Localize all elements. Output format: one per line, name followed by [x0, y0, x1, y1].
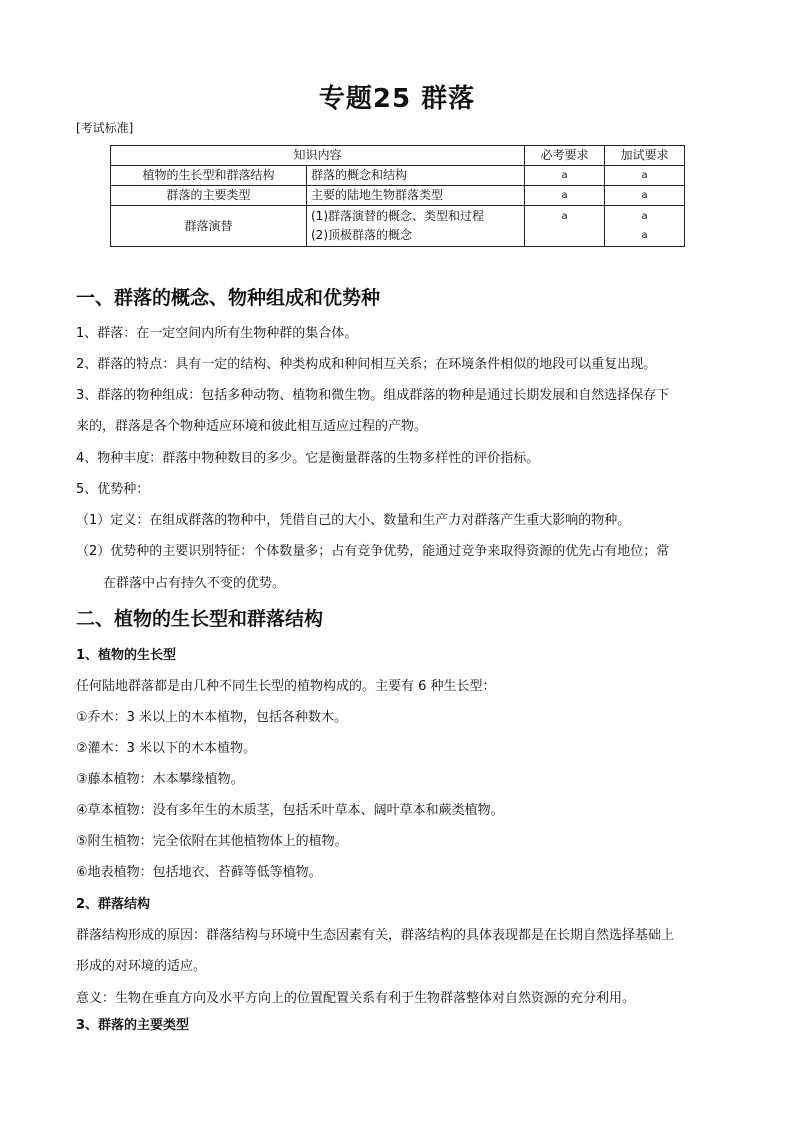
row-extra-1: a	[641, 211, 648, 222]
header-required: 必考要求	[525, 146, 605, 166]
growth-type-item: ①乔木：3 米以上的木本植物，包括各种数木。	[76, 710, 348, 725]
row-required: a	[525, 186, 605, 206]
page-title: 专题25 群落	[318, 84, 476, 114]
row-topic: 群落演替	[111, 206, 307, 247]
section1-p5-1: （1）定义：在组成群落的物种中，凭借自己的大小、数量和生产力对群落产生重大影响的物种。	[76, 513, 631, 528]
row-required: a	[525, 206, 605, 247]
row-required: a	[525, 166, 605, 186]
structure-cause-a: 群落结构形成的原因：群落结构与环境中生态因素有关，群落结构的具体表现都是在长期自然选择基础上	[76, 928, 675, 943]
structure-cause-b: 形成的对环境的适应。	[76, 959, 207, 974]
table-row	[111, 206, 685, 247]
section1-p4: 4、物种丰度：群落中物种数目的多少。它是衡量群落的生物多样性的评价指标。	[76, 451, 540, 466]
section1-p5-2b: 在群落中占有持久不变的优势。	[103, 576, 286, 591]
row-item: 主要的陆地生物群落类型	[307, 186, 525, 206]
section1-heading: 一、群落的概念、物种组成和优势种	[76, 287, 381, 309]
row-extra-2: a	[641, 230, 648, 241]
growth-type-item: ⑥地表植物：包括地衣、苔藓等低等植物。	[76, 865, 322, 880]
structure-meaning: 意义：生物在垂直方向及水平方向上的位置配置关系有利于生物群落整体对自然资源的充分利用。	[76, 991, 636, 1006]
table-row	[111, 166, 685, 186]
row-item: 群落的概念和结构	[307, 166, 525, 186]
section1-p5-2a: （2）优势种的主要识别特征：个体数量多；占有竞争优势，能通过竞争来取得资源的优先占有地位；常	[76, 544, 670, 559]
row-item-2: (2)顶极群落的概念	[311, 228, 412, 242]
row-extra: a	[605, 166, 685, 186]
growth-type-item: ④草本植物：没有多年生的木质茎，包括禾叶草本、阔叶草本和蕨类植物。	[76, 803, 504, 818]
exam-standard-table	[110, 145, 685, 247]
section1-p3b: 来的，群落是各个物种适应环境和彼此相互适应过程的产物。	[76, 419, 428, 434]
growth-type-item: ③藤本植物：木本攀缘植物。	[76, 772, 244, 787]
exam-standard-label: [考试标准]	[76, 121, 134, 135]
row-extra: a	[605, 186, 685, 206]
section2-sub2: 2、群落结构	[76, 897, 151, 912]
table-row	[111, 186, 685, 206]
row-extra	[605, 206, 685, 247]
row-topic: 植物的生长型和群落结构	[111, 166, 307, 186]
table-header-row	[111, 146, 685, 166]
row-items	[307, 206, 525, 247]
row-topic: 群落的主要类型	[111, 186, 307, 206]
section2-sub3: 3、群落的主要类型	[76, 1018, 190, 1033]
header-content: 知识内容	[111, 146, 525, 166]
section2-intro: 任何陆地群落都是由几种不同生长型的植物构成的。主要有 6 种生长型：	[76, 679, 496, 694]
section2-heading: 二、植物的生长型和群落结构	[76, 608, 324, 630]
header-extra: 加试要求	[605, 146, 685, 166]
section1-p2: 2、群落的特点：具有一定的结构、种类构成和种间相互关系；在环境条件相似的地段可以重复出现。	[76, 357, 657, 372]
section2-sub1: 1、植物的生长型	[76, 648, 177, 663]
growth-type-item: ②灌木：3 米以下的木本植物。	[76, 741, 257, 756]
section1-p1: 1、群落：在一定空间内所有生物种群的集合体。	[76, 326, 358, 341]
section1-p5: 5、优势种：	[76, 482, 150, 497]
section1-p3a: 3、群落的物种组成：包括多种动物、植物和微生物。组成群落的物种是通过长期发展和自然选择保存下	[76, 388, 670, 403]
growth-type-item: ⑤附生植物：完全依附在其他植物体上的植物。	[76, 834, 348, 849]
row-item-1: (1)群落演替的概念、类型和过程	[311, 209, 484, 223]
